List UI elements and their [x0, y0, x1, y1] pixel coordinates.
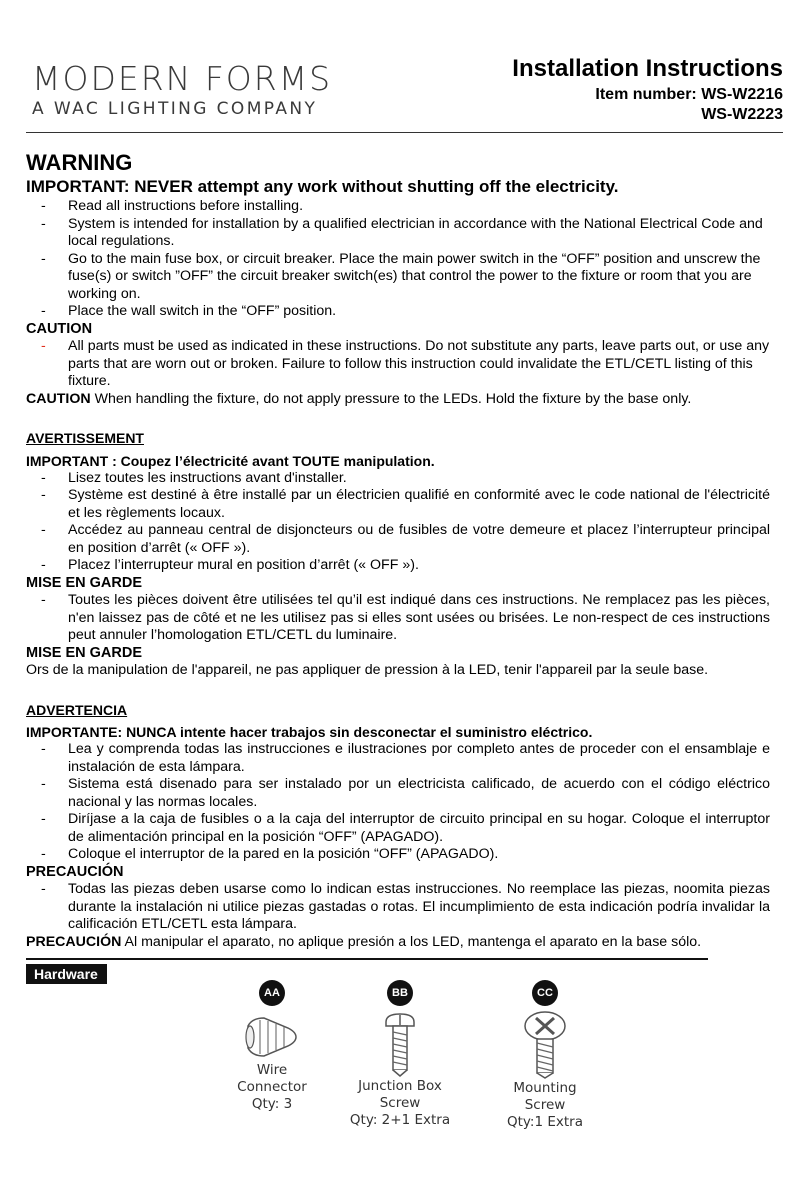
list-item: - Lisez toutes les instructions avant d'installer. [26, 470, 770, 488]
hardware-qty: Qty:1 Extra [507, 1114, 583, 1130]
warning-list-fr [26, 470, 770, 575]
badge-aa: AA [259, 980, 285, 1006]
warning-list-es [26, 741, 770, 864]
list-item: - Place the wall switch in the “OFF” position. [26, 303, 770, 321]
hardware-name-line1: Wire [256, 1062, 288, 1078]
hardware-qty: Qty: 3 [251, 1096, 293, 1112]
caution-list-es [26, 881, 770, 934]
caution-heading-es: PRECAUCIÓN [26, 863, 124, 880]
caution-list-en [26, 338, 770, 391]
hardware-name-line2: Screw [379, 1095, 421, 1111]
junction-box-screw-icon [380, 1012, 420, 1078]
badge-bb: BB [387, 980, 413, 1006]
title-block [512, 55, 783, 125]
warning-heading: WARNING [26, 150, 133, 175]
warning-list-en [26, 198, 770, 321]
wire-connector-icon [242, 1012, 302, 1062]
caution-label-en: CAUTION [26, 390, 91, 407]
list-item: - Coloque el interruptor de la pared en la posición “OFF” (APAGADO). [26, 846, 770, 864]
list-item: - Go to the main fuse box, or circuit breaker. Place the main power switch in the “OFF” position and unscrew the fuse(s) or switch ”OFF” the circuit breaker switch(es) that control the power to the fixture or room that you are working on. [26, 251, 770, 304]
hardware-name-line2: Connector [237, 1079, 307, 1095]
list-item: - Lea y comprenda todas las instrucciones e ilustraciones por completo antes de proceder con el ensamblaje e instalación de esta lámpara. [26, 741, 770, 776]
list-item: - Sistema está disenado para ser instalado por un electricista calificado, de acuerdo con el código eléctrico nacional y las normas locales. [26, 776, 770, 811]
caution-note-fr: Ors de la manipulation de l'appareil, ne pas appliquer de pression à la LED, tenir l'appareil par la seule base. [26, 662, 709, 678]
caution-list-fr [26, 592, 770, 645]
list-item: - Read all instructions before installing. [26, 198, 770, 216]
important-note-es: IMPORTANTE: NUNCA intente hacer trabajos sin desconectar el suministro eléctrico. [26, 724, 593, 740]
item-number: Item number: WS-W2216 [595, 86, 783, 103]
caution-label-es: PRECAUCIÓN [26, 933, 122, 950]
brand-logo [32, 59, 333, 120]
avertissement-heading: AVERTISSEMENT [26, 430, 144, 446]
caution-heading-en: CAUTION [26, 320, 93, 337]
hardware-name-line1: Mounting [513, 1080, 577, 1096]
caution-heading-fr-2: MISE EN GARDE [26, 644, 143, 661]
hardware-name-line2: Screw [524, 1097, 566, 1113]
hardware-item-wire-connector [222, 980, 322, 1113]
caution-note-es [26, 934, 770, 952]
caution-text-es: Al manipular el aparato, no aplique presión a los LED, mantenga el aparato en la base sólo. [121, 933, 702, 950]
mounting-screw-icon [520, 1010, 570, 1080]
list-item: - All parts must be used as indicated in these instructions. Do not substitute any parts, leave parts out, or use any parts that are worn out or broken. Failure to follow this instruction could invalidate the ETL/CETL listing of this fixture. [26, 338, 770, 391]
advertencia-heading: ADVERTENCIA [26, 701, 128, 718]
list-item: - Diríjase a la caja de fusibles o a la caja del interruptor de circuito principal en su hogar. Coloque el interruptor de alimentación principal en la posición “OFF” (APAGADO). [26, 811, 770, 846]
important-note-fr: IMPORTANT : Coupez l’électricité avant TOUTE manipulation. [26, 452, 435, 469]
list-item: - Todas las piezas deben usarse como lo indican estas instrucciones. No reemplace las piezas, noomita piezas durante la instalación ni utilice piezas gastadas o rotas. El incumplimiento de esta indicación podría invalidar la calificación ETL/CETL esta lámpara. [26, 881, 770, 934]
brand-name: MODERN FORMS [32, 59, 333, 98]
caution-text-en: When handling the fixture, do not apply pressure to the LEDs. Hold the fixture by the base only. [90, 390, 692, 407]
item-number-2: WS-W2223 [701, 106, 783, 123]
instructions-body [26, 150, 770, 951]
hardware-qty: Qty: 2+1 Extra [349, 1112, 451, 1128]
list-item: - Toutes les pièces doivent être utilisées tel qu’il est indiqué dans ces instructions. Ne remplacez pas les pièces, n'en laissez pas de côté et ne les utilisez pas si elles sont usées ou brisées. Le non-respect de ces instructions peut annuler l’homologation ETL/CETL du luminaire. [26, 592, 770, 645]
badge-cc: CC [532, 980, 558, 1006]
brand-tagline: A WAC LIGHTING COMPANY [32, 99, 318, 119]
important-note-en: IMPORTANT: NEVER attempt any work without shutting off the electricity. [26, 177, 619, 196]
hardware-tag: Hardware [26, 964, 107, 984]
list-item: - System is intended for installation by a qualified electrician in accordance with the National Electrical Code and local regulations. [26, 216, 770, 251]
hardware-divider [26, 958, 708, 960]
caution-note-en [26, 391, 770, 409]
list-item: - Système est destiné à être installé par un électricien qualifié en conformité avec le code national de l'électricité et les règlements locaux. [26, 487, 770, 522]
page-title: Installation Instructions [512, 55, 783, 82]
caution-heading-fr: MISE EN GARDE [26, 574, 143, 591]
hardware-name-line1: Junction Box [358, 1078, 442, 1094]
header-divider [26, 132, 783, 133]
list-item: - Placez l’interrupteur mural en position d’arrêt (« OFF »). [26, 557, 770, 575]
hardware-item-mounting-screw [485, 980, 605, 1131]
hardware-item-junction-box-screw [340, 980, 460, 1129]
list-item: - Accédez au panneau central de disjoncteurs ou de fusibles de votre demeure et placez l’interrupteur principal en position d’arrêt (« OFF »). [26, 522, 770, 557]
